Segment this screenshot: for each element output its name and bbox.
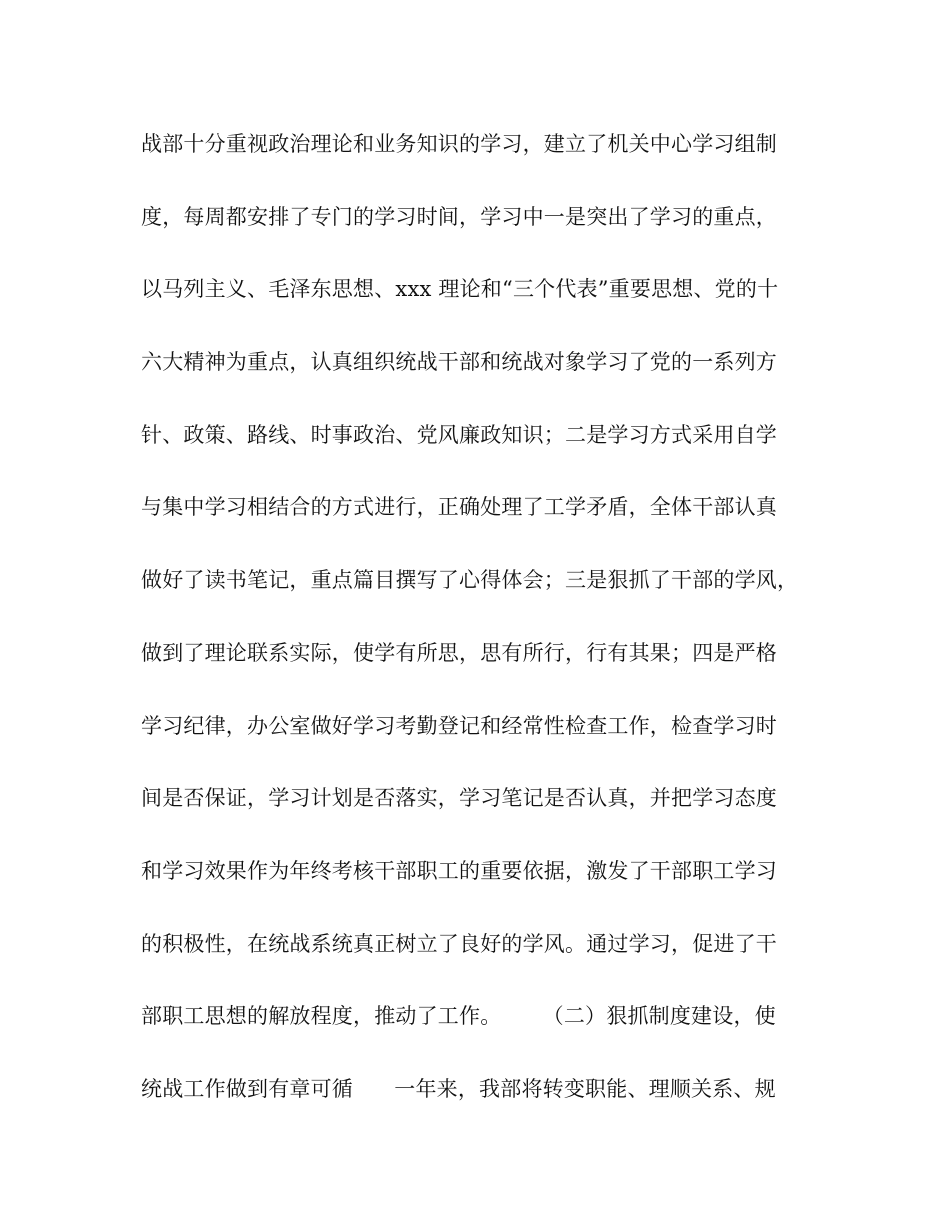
text-line-14: 统战工作做到有章可循 一年来，我部将转变职能、理顺关系、规 xyxy=(141,1076,776,1101)
text-line-12: 的积极性，在统战系统真正树立了良好的学风。通过学习，促进了干 xyxy=(141,931,777,956)
text-line-3: 以马列主义、毛泽东思想、xxx 理论和“三个代表”重要思想、党的十 xyxy=(141,277,779,302)
text-line-1: 战部十分重视政治理论和业务知识的学习，建立了机关中心学习组制 xyxy=(141,132,777,156)
text-line-13: 部职工思想的解放程度，推动了工作。 （二）狠抓制度建设，使 xyxy=(141,1004,776,1029)
text-line-5: 针、政策、路线、时事政治、党风廉政知识；二是学习方式采用自学 xyxy=(141,422,777,447)
text-line-10: 间是否保证，学习计划是否落实，学习笔记是否认真，并把学习态度 xyxy=(141,786,777,811)
text-line-2: 度，每周都安排了专门的学习时间，学习中一是突出了学习的重点， xyxy=(141,204,777,229)
text-line-4: 六大精神为重点，认真组织统战干部和统战对象学习了党的一系列方 xyxy=(141,350,777,375)
text-line-8: 做到了理论联系实际，使学有所思，思有所行，行有其果；四是严格 xyxy=(141,640,777,665)
text-line-6: 与集中学习相结合的方式进行，正确处理了工学矛盾，全体干部认真 xyxy=(141,495,777,520)
text-line-7: 做好了读书笔记，重点篇目撰写了心得体会；三是狠抓了干部的学风， xyxy=(141,568,799,593)
body-text xyxy=(141,124,821,1142)
text-line-9: 学习纪律，办公室做好学习考勤登记和经常性检查工作，检查学习时 xyxy=(141,713,777,738)
text-line-11: 和学习效果作为年终考核干部职工的重要依据，激发了干部职工学习 xyxy=(141,858,777,883)
